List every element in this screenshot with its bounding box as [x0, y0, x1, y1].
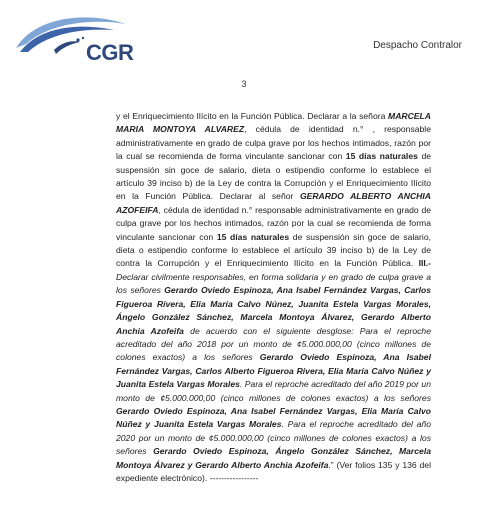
text-segment: .” (Ver folios 135 y 136 del expediente electrónico). ----------------- — [116, 459, 431, 483]
body-paragraph — [116, 110, 431, 485]
text-segment: . Para el reproche acreditado del año 2019 por un monto de ¢5.000.000,00 (cinco millones de colones exactos) a los señores — [116, 379, 431, 403]
suspension-days: 15 días naturales — [216, 231, 290, 242]
text-segment: , cédula de identidad n.° responsable administrativamente en grado de culpa grave por los hechos intimados, razón por la cual se recomienda de forma vinculante sancionar con — [116, 204, 431, 242]
text-segment: de suspensión sin goce de salario, dieta o estipendio conforme lo establece el artículo 39 inciso b) de la Ley de contra la Corrupción y el Enriquecimiento Ilícito en la Función Pública. — [116, 231, 431, 269]
cgr-logo — [14, 10, 134, 68]
text-segment: . Para el reproche acreditado del año 2020 por un monto de ¢5.000.000,00 (cinco millones de colones exactos) a los señores — [116, 419, 431, 457]
text-segment: y el Enriquecimiento Ilícito en la Función Pública. Declarar a la señora — [116, 111, 389, 121]
office-title: Despacho Contralor — [373, 40, 462, 51]
text-segment: , cédula de identidad n.° , responsable administrativamente en grado de culpa grave por los hechos intimados, razón por la cual se recomienda de forma vinculante sancionar con — [116, 124, 431, 162]
logo-text: CGR — [86, 40, 134, 65]
suspension-days: 15 días naturales — [345, 151, 418, 162]
names-2020: Gerardo Oviedo Espinoza, Ángelo González Sánchez, Marcela Montoya Álvarez y Gerardo Alberto Anchia Azofeifa — [116, 446, 431, 470]
text-segment: Declarar civilmente responsables, en forma solidaria y en grado de culpa grave a los señores — [116, 271, 431, 296]
page-number: 3 — [241, 79, 247, 89]
names-all: Gerardo Oviedo Espinoza, Ana Isabel Fernández Vargas, Carlos Figueroa Rivera, Elia María Calvo Núnez, Juanita Estela Vargas Morales, Ángelo González Sánchez, Marcela Montoya Álvarez, Gerardo Alberto Anchia Azofeifa — [116, 285, 431, 336]
name-gerardo: GERARDO ALBERTO ANCHIA AZOFEIFA — [116, 191, 431, 215]
text-segment: de suspensión sin goce de salario, dieta o estipendio conforme lo establece el artículo 39 inciso b) de la Ley de contra la Corrupción y el Enriquecimiento Ilícito en la Función Pública. Declarar al señor — [116, 151, 432, 202]
body-text — [116, 110, 431, 485]
section-number: III.- — [418, 258, 431, 269]
names-2018: Gerardo Oviedo Espinoza, Ana Isabel Fernández Vargas, Carlos Alberto Figueroa Rivera, Elia María Calvo Núñez y Juanita Estela Vargas Morales — [116, 352, 431, 390]
text-segment: de acuerdo con el siguiente desglose: Para el reproche acreditado del año 2018 por un monto de ¢5.000.000,00 (cinco millones de colones exactos) a los señores — [116, 325, 431, 363]
names-2019: Gerardo Oviedo Espinoza, Ana Isabel Fernández Vargas, Elia María Calvo Núñez y Juanita Estela Vargas Morales — [116, 405, 431, 430]
name-marcela: MARCELA MARIA MONTOYA ALVAREZ — [116, 111, 431, 135]
